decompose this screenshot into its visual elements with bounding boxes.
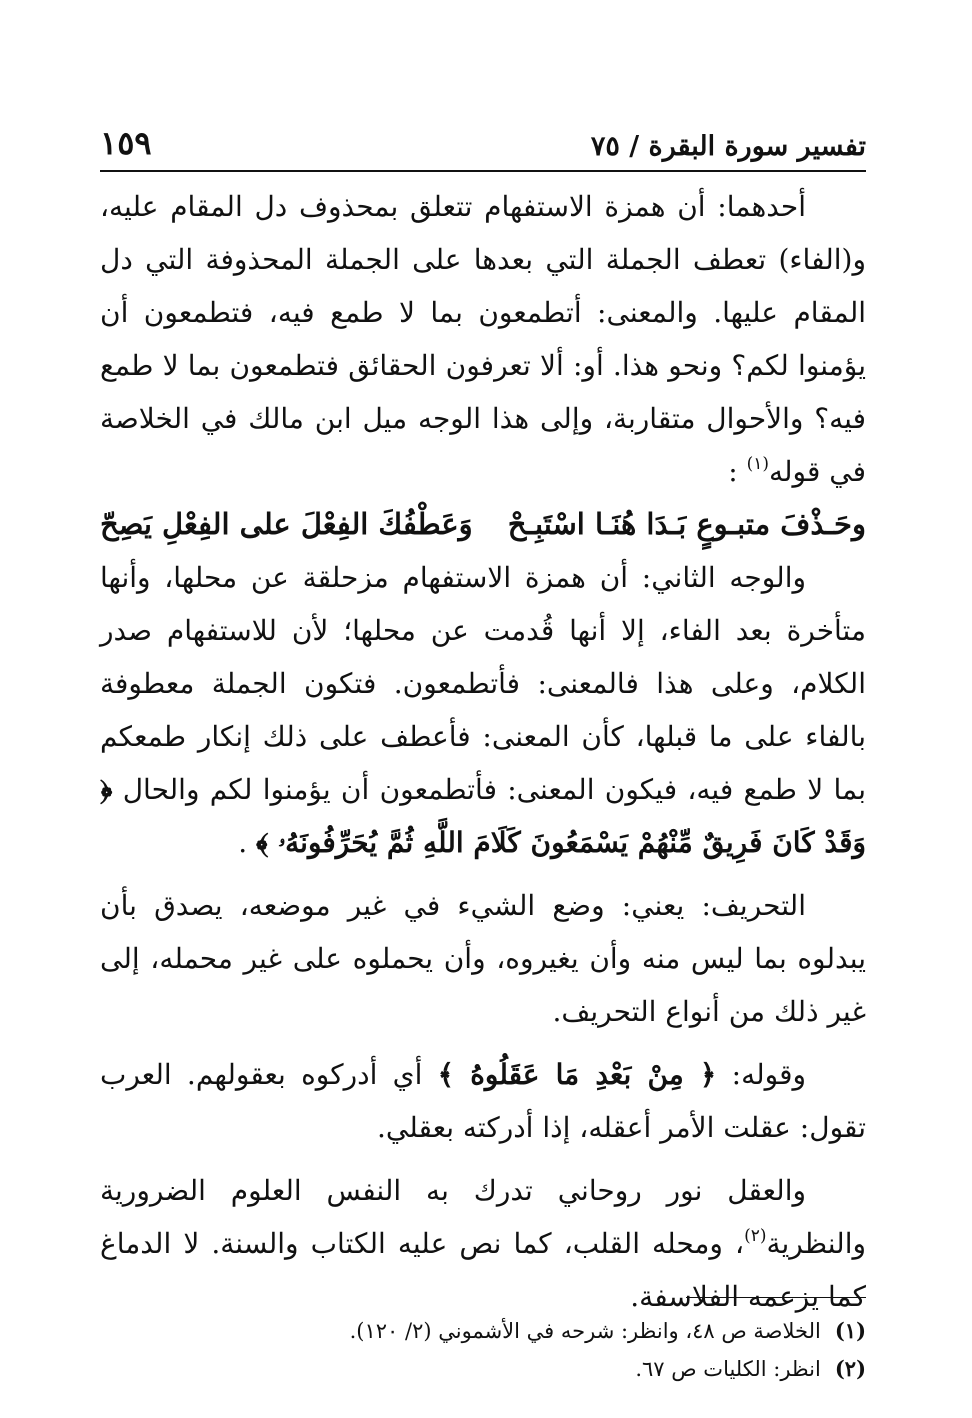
paragraph-text: أي أدركوه بعقولهم. العرب تقول: عقلت الأمر أعقله، إذا أدركته بعقلي. [100,1058,866,1144]
poem-hemistich-right: وحَـذْفَ متبـوعٍ بَـدَا هُنَـا اسْتَبِـحْ [507,507,866,541]
paragraph-text: ، ومحله القلب، كما نص عليه الكتاب والسنة. لا الدماغ كما يزعمه الفلاسفة. [100,1227,866,1313]
paragraph-text: والوجه الثاني: أن همزة الاستفهام مزحلقة عن محلها، وأنها متأخرة بعد الفاء، إلا أنها قُدمت عن محلها؛ لأن للاستفهام صدر الكلام، وعلى هذا فالمعنى: فأتطمعون. فتكون الجملة معطوفة بالفاء على ما قبلها، كأن المعنى: فأعطف على ذلك إنكار طمعكم بما لا طمع فيه، فيكون المعنى: فأتطمعون أن يؤمنوا لكم والحال [100,561,866,806]
paragraph-tahrif [100,879,866,1038]
footnote-item [100,1312,866,1350]
footnote-ref-2: (٢) [744,1226,767,1246]
footnote-separator [686,1297,866,1298]
body-text [100,180,866,1323]
paragraph-first-view [100,180,866,498]
paragraph-end: : [728,455,738,488]
paragraph-end: . [238,826,248,859]
paragraph-text: أحدهما: أن همزة الاستفهام تتعلق بمحذوف دل المقام عليه، و(الفاء) تعطف الجملة التي بعدها على الجملة المحذوفة التي دل المقام عليها. والمعنى: أتطمعون بما لا طمع فيه، فتطمعون أن يؤمنوا لكم؟ ونحو هذا. أو: ألا تعرفون الحقائق فتطمعون بما لا طمع فيه؟ والأحوال متقاربة، وإلى هذا الوجه ميل ابن مالك في الخلاصة في قوله [100,190,866,488]
header-rule [100,170,866,172]
footnotes [100,1312,866,1388]
footnote-ref-1: (١) [746,454,769,474]
running-title: تفسير سورة البقرة / ٧٥ [590,131,866,162]
paragraph-aqaluhu [100,1048,866,1154]
footnote-text: انظر: الكليات ص ٦٧. [635,1357,821,1381]
paragraph-second-view [100,551,866,869]
poem-verse [100,498,866,551]
quran-verse: ﴿ مِنْ بَعْدِ مَا عَقَلُوهُ ﴾ [437,1058,717,1091]
paragraph-aql [100,1164,866,1323]
footnote-text: الخلاصة ص ٤٨، وانظر: شرحه في الأشموني (٢/ ١٢٠). [349,1319,821,1343]
footnote-item [100,1350,866,1388]
page-header [100,112,866,162]
paragraph-text: والعقل نور روحاني تدرك به النفس العلوم الضرورية والنظرية [100,1174,866,1260]
quran-verse: ﴿ وَقَدْ كَانَ فَرِيقٌ مِّنْهُمْ يَسْمَعُونَ كَلَامَ اللَّهِ ثُمَّ يُحَرِّفُونَهُۥ ﴾ [100,773,866,859]
paragraph-text: التحريف: يعني: وضع الشيء في غير موضعه، يصدق بأن يبدلوه بما ليس منه وأن يغيروه، وأن يحملوه على غير محمله، إلى غير ذلك من أنواع التحريف. [100,889,866,1028]
footnote-number: (٢) [834,1356,866,1381]
paragraph-text: وقوله: [731,1058,807,1091]
page-number: ١٥٩ [100,124,152,162]
footnote-number: (١) [834,1318,866,1343]
poem-hemistich-left: وَعَطْفُكَ الفِعْلَ على الفِعْلِ يَصِحّ [100,507,473,541]
